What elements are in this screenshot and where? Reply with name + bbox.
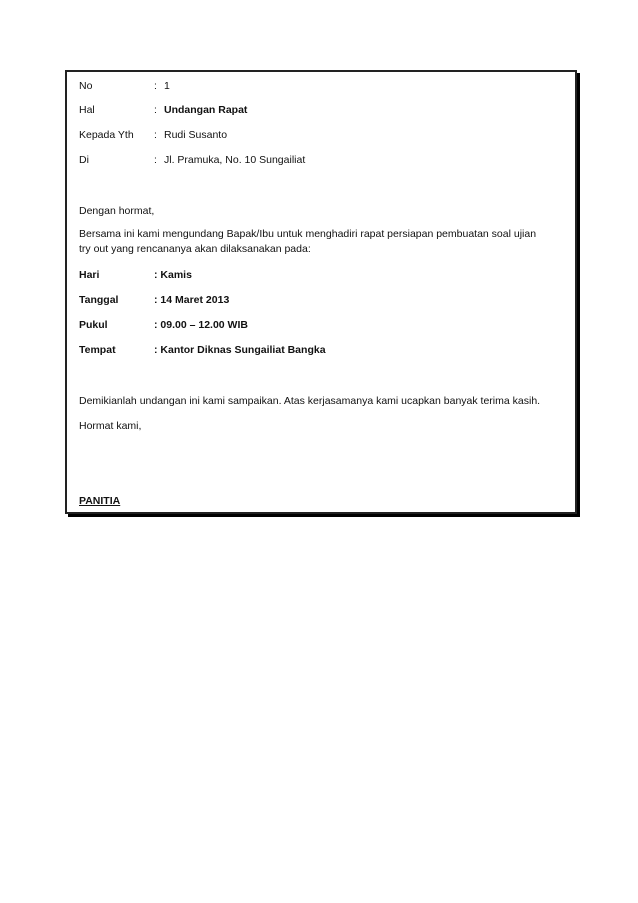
regards: Hormat kami, [79, 420, 142, 432]
detail-value: : 09.00 – 12.00 WIB [154, 319, 248, 331]
field-kepada-yth [79, 129, 563, 141]
detail-label: Tempat [79, 344, 116, 356]
field-separator: : [154, 80, 157, 92]
detail-tempat [79, 344, 563, 356]
closing-paragraph: Demikianlah undangan ini kami sampaikan. Atas kerjasamanya kami ucapkan banyak terima kasih. [79, 395, 541, 407]
detail-label: Tanggal [79, 294, 119, 306]
field-label: Di [79, 154, 89, 166]
detail-pukul [79, 319, 563, 331]
field-label: Hal [79, 104, 95, 116]
detail-value: : 14 Maret 2013 [154, 294, 230, 306]
field-label: Kepada Yth [79, 129, 134, 141]
detail-label: Pukul [79, 319, 108, 331]
intro-paragraph: Bersama ini kami mengundang Bapak/Ibu untuk menghadiri rapat persiapan pembuatan soal ujian try out yang rencananya akan dilaksanakan pada: [79, 228, 537, 255]
field-no [79, 80, 563, 92]
greeting: Dengan hormat, [79, 205, 155, 217]
detail-tanggal [79, 294, 563, 306]
field-value: Jl. Pramuka, No. 10 Sungailiat [164, 154, 306, 166]
signature: PANITIA [79, 495, 121, 507]
field-separator: : [154, 129, 157, 141]
field-value: Rudi Susanto [164, 129, 228, 141]
detail-label: Hari [79, 269, 100, 281]
field-label: No [79, 80, 93, 92]
field-hal [79, 104, 563, 116]
detail-value: : Kamis [154, 269, 192, 281]
detail-hari [79, 269, 563, 281]
field-value: 1 [164, 80, 170, 92]
field-value: Undangan Rapat [164, 104, 248, 116]
field-di [79, 154, 563, 166]
invitation-letter [65, 70, 577, 514]
field-separator: : [154, 154, 157, 166]
field-separator: : [154, 104, 157, 116]
detail-value: : Kantor Diknas Sungailiat Bangka [154, 344, 326, 356]
